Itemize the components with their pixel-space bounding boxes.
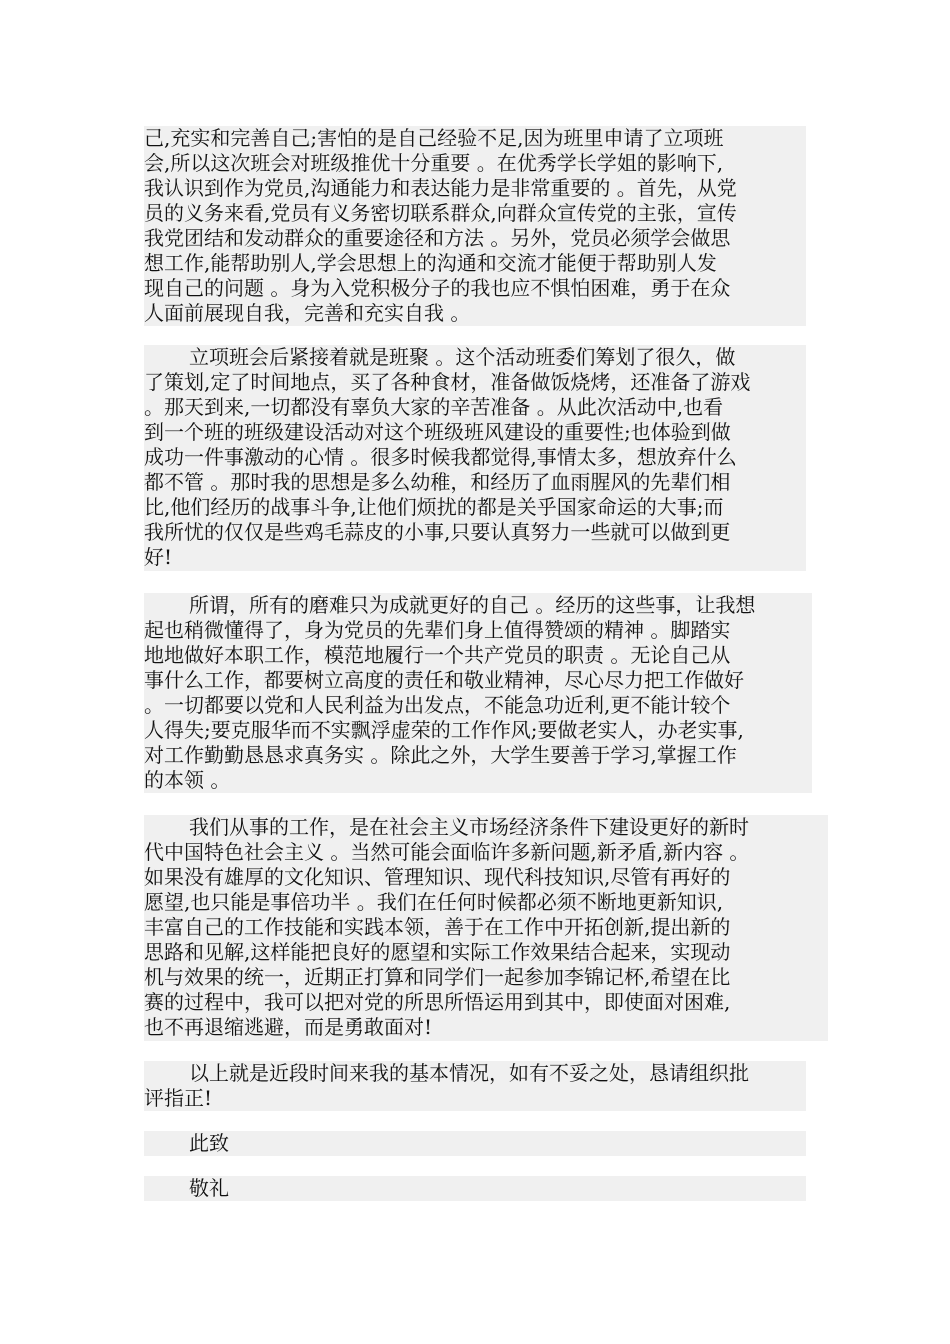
paragraph-line: 对工作勤勤恳恳求真务实 。除此之外，大学生要善于学习,掌握工作 bbox=[144, 743, 737, 767]
paragraph-2 bbox=[144, 345, 806, 571]
paragraph-5 bbox=[144, 1061, 806, 1111]
paragraph-line: 事什么工作，都要树立高度的责任和敬业精神，尽心尽力把工作做好 bbox=[144, 668, 744, 692]
paragraph-line: 赛的过程中，我可以把对党的所思所悟运用到其中，即使面对困难, bbox=[144, 990, 731, 1014]
paragraph-line: 代中国特色社会主义 。当然可能会面临许多新问题,新矛盾,新内容 。 bbox=[144, 840, 750, 864]
paragraph-line: 都不管 。那时我的思想是多么幼稚，和经历了血雨腥风的先辈们相 bbox=[144, 470, 731, 494]
paragraph-line: 比,他们经历的战事斗争,让他们烦扰的都是关乎国家命运的大事;而 bbox=[144, 495, 724, 519]
paragraph-line: 想工作,能帮助别人,学会思想上的沟通和交流才能便于帮助别人发 bbox=[144, 251, 717, 275]
paragraph-4 bbox=[144, 815, 828, 1041]
paragraph-line: 会,所以这次班会对班级推优十分重要 。在优秀学长学姐的影响下, bbox=[144, 151, 724, 175]
paragraph-line: 好! bbox=[144, 545, 173, 569]
paragraph-line: 也不再退缩逃避，而是勇敢面对! bbox=[144, 1015, 433, 1039]
paragraph-line: 我认识到作为党员,沟通能力和表达能力是非常重要的 。首先，从党 bbox=[144, 176, 737, 200]
paragraph-line: 所谓，所有的磨难只为成就更好的自己 。经历的这些事，让我想 bbox=[189, 593, 756, 617]
closing-line: 此致 bbox=[189, 1131, 229, 1155]
paragraph-line: 人面前展现自我，完善和充实自我 。 bbox=[144, 301, 471, 325]
closing-regards bbox=[144, 1176, 806, 1201]
closing-salutation bbox=[144, 1131, 806, 1156]
paragraph-line: 的本领 。 bbox=[144, 768, 231, 792]
paragraph-line: 我们从事的工作，是在社会主义市场经济条件下建设更好的新时 bbox=[189, 815, 749, 839]
paragraph-line: 评指正! bbox=[144, 1086, 213, 1110]
paragraph-line: 人得失;要克服华而不实飘浮虚荣的工作作风;要做老实人，办老实事, bbox=[144, 718, 744, 742]
paragraph-line: 了策划,定了时间地点，买了各种食材，准备做饭烧烤，还准备了游戏 bbox=[144, 370, 751, 394]
paragraph-line: 成功一件事激动的心情 。很多时候我都觉得,事情太多，想放弃什么 bbox=[144, 445, 737, 469]
paragraph-line: 到一个班的班级建设活动对这个班级班风建设的重要性;也体验到做 bbox=[144, 420, 731, 444]
paragraph-line: 丰富自己的工作技能和实践本领，善于在工作中开拓创新,提出新的 bbox=[144, 915, 731, 939]
paragraph-3 bbox=[144, 593, 812, 793]
paragraph-line: 。那天到来,一切都没有辜负大家的辛苦准备 。从此次活动中,也看 bbox=[144, 395, 724, 419]
closing-line: 敬礼 bbox=[189, 1176, 229, 1200]
paragraph-line: 立项班会后紧接着就是班聚 。这个活动班委们筹划了很久，做 bbox=[189, 345, 736, 369]
paragraph-line: 以上就是近段时间来我的基本情况，如有不妥之处，恳请组织批 bbox=[189, 1061, 749, 1085]
paragraph-line: 己,充实和完善自己;害怕的是自己经验不足,因为班里申请了立项班 bbox=[144, 126, 724, 150]
paragraph-line: 现自己的问题 。身为入党积极分子的我也应不惧怕困难，勇于在众 bbox=[144, 276, 731, 300]
paragraph-line: 起也稍微懂得了，身为党员的先辈们身上值得赞颂的精神 。脚踏实 bbox=[144, 618, 731, 642]
paragraph-1 bbox=[144, 126, 806, 326]
paragraph-line: 如果没有雄厚的文化知识、管理知识、现代科技知识,尽管有再好的 bbox=[144, 865, 731, 889]
paragraph-line: 我所忧的仅仅是些鸡毛蒜皮的小事,只要认真努力一些就可以做到更 bbox=[144, 520, 731, 544]
paragraph-line: 。一切都要以党和人民利益为出发点，不能急功近利,更不能计较个 bbox=[144, 693, 731, 717]
paragraph-line: 地地做好本职工作，模范地履行一个共产党员的职责 。无论自己从 bbox=[144, 643, 731, 667]
paragraph-line: 我党团结和发动群众的重要途径和方法 。另外，党员必须学会做思 bbox=[144, 226, 731, 250]
paragraph-line: 员的义务来看,党员有义务密切联系群众,向群众宣传党的主张，宣传 bbox=[144, 201, 737, 225]
paragraph-line: 思路和见解,这样能把良好的愿望和实际工作效果结合起来，实现动 bbox=[144, 940, 731, 964]
paragraph-line: 愿望,也只能是事倍功半 。我们在任何时候都必须不断地更新知识, bbox=[144, 890, 724, 914]
paragraph-line: 机与效果的统一，近期正打算和同学们一起参加李锦记杯,希望在比 bbox=[144, 965, 731, 989]
